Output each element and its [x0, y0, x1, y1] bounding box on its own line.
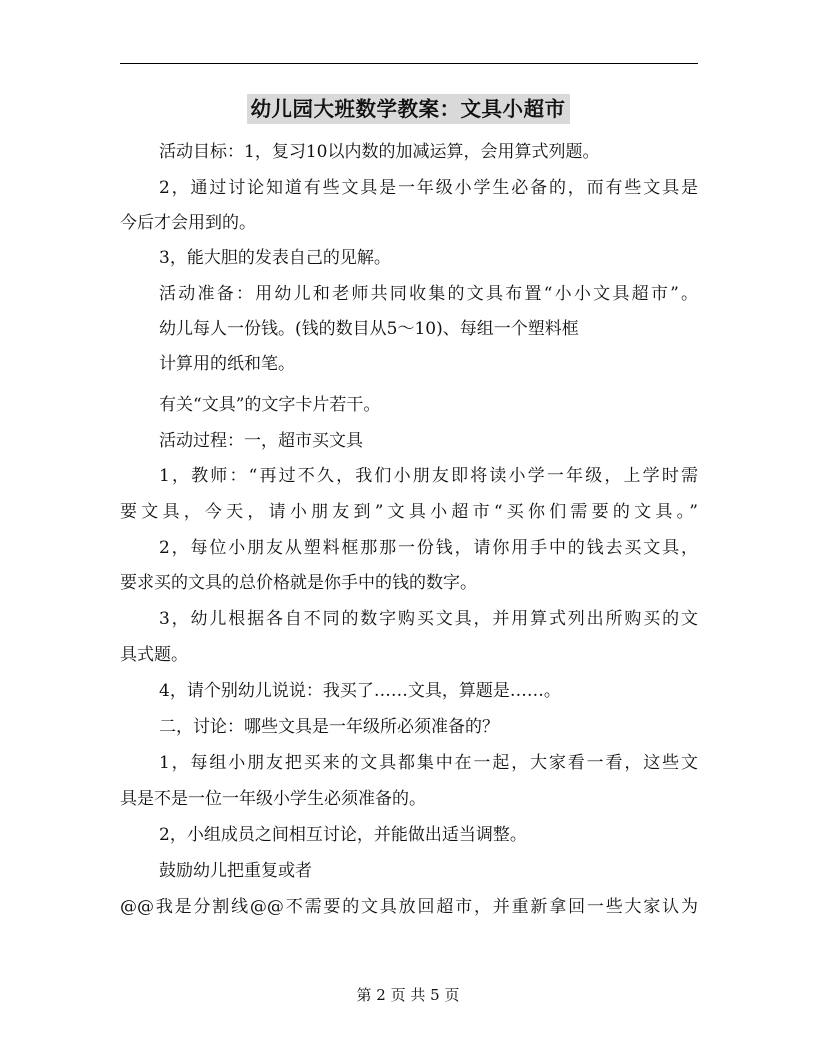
body-line: 今后才会用到的。 — [120, 213, 256, 233]
body-line: 2，每位小朋友从塑料框那那一份钱，请你用手中的钱去买文具， — [159, 538, 698, 558]
document-title: 幼儿园大班数学教案：文具小超市 — [247, 94, 570, 124]
body-line: 具是不是一位一年级小学生必须准备的。 — [120, 789, 426, 809]
body-line: 二，讨论：哪些文具是一年级所必须准备的？ — [159, 717, 499, 737]
body-line: @@我是分割线@@不需要的文具放回超市，并重新拿回一些大家认为 — [120, 897, 698, 917]
body-line: 4，请个别幼儿说说：我买了……文具，算题是……。 — [159, 681, 561, 701]
body-line: 具式题。 — [120, 645, 188, 665]
body-line: 活动准备：用幼儿和老师共同收集的文具布置“小小文具超市”。 — [159, 284, 698, 304]
body-line: 要求买的文具的总价格就是你手中的钱的数字。 — [120, 573, 477, 593]
body-line: 要文具，今天，请小朋友到”文具小超市“买你们需要的文具。” — [120, 502, 698, 522]
body-line: 计算用的纸和笔。 — [159, 354, 295, 374]
body-line: 1，教师：“再过不久，我们小朋友即将读小学一年级，上学时需 — [159, 466, 698, 486]
body-line: 鼓励幼儿把重复或者 — [159, 861, 312, 881]
body-line: 3，能大胆的发表自己的见解。 — [159, 248, 391, 268]
page-indicator: 第 2 页 共 5 页 — [356, 986, 460, 1004]
body-line: 3，幼儿根据各自不同的数字购买文具，并用算式列出所购买的文 — [159, 609, 698, 629]
title-container — [0, 94, 816, 124]
body-line: 2，小组成员之间相互讨论，并能做出适当调整。 — [159, 825, 527, 845]
header-rule — [120, 63, 698, 64]
body-line: 1，每组小朋友把买来的文具都集中在一起，大家看一看，这些文 — [159, 753, 698, 773]
body-line: 活动目标：1，复习10以内数的加减运算，会用算式列题。 — [159, 142, 600, 162]
body-line: 幼儿每人一份钱。(钱的数目从5～10)、每组一个塑料框 — [159, 319, 579, 339]
body-line: 2，通过讨论知道有些文具是一年级小学生必备的，而有些文具是 — [159, 178, 698, 198]
body-line: 活动过程：一，超市买文具 — [159, 431, 363, 451]
page-footer — [0, 985, 816, 1005]
body-line: 有关“文具”的文字卡片若干。 — [159, 395, 381, 415]
